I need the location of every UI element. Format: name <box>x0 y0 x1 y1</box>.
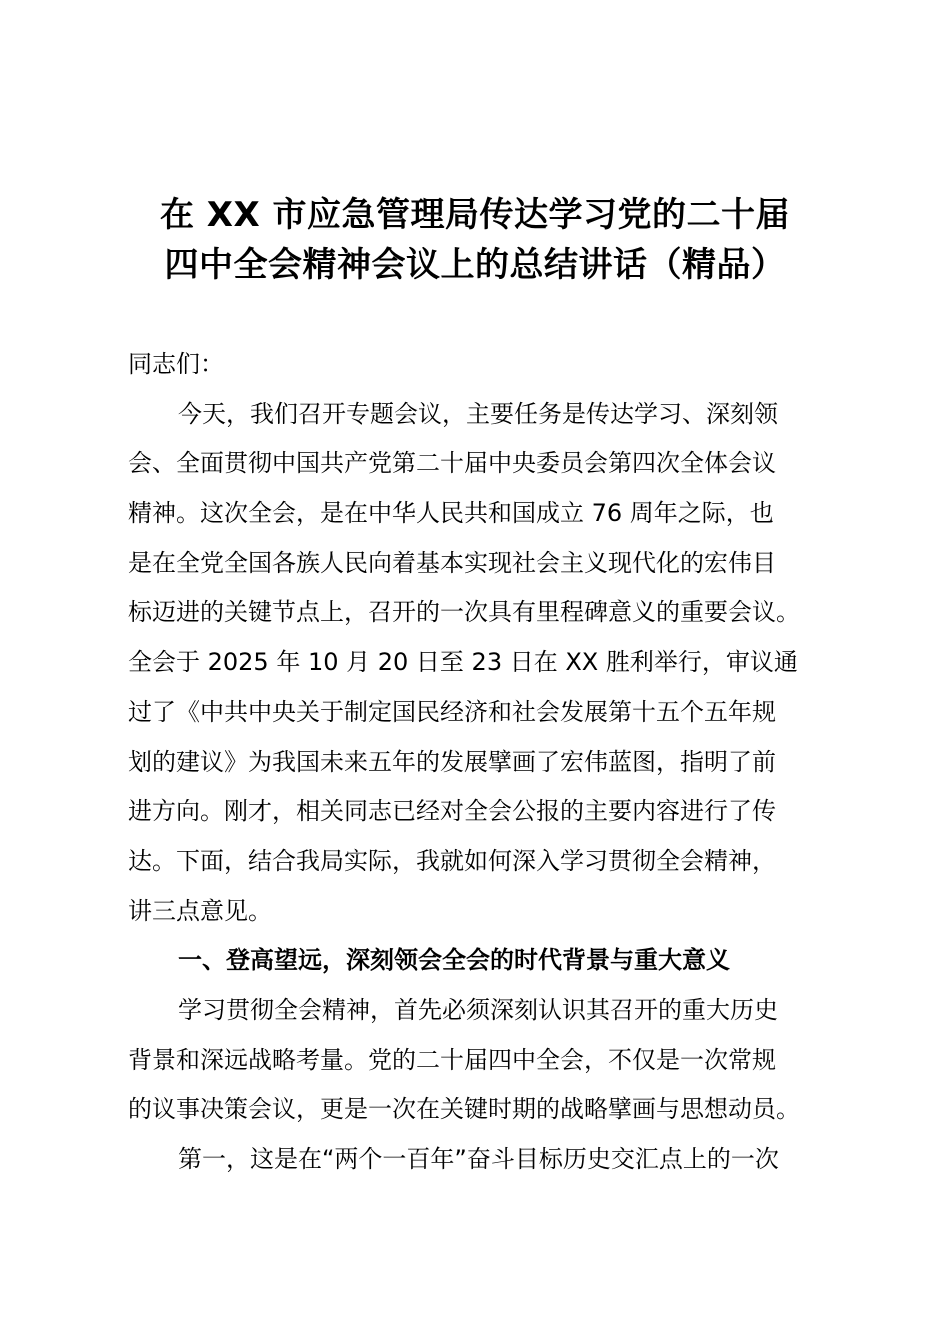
section-heading-text: 一、登高望远，深刻领会全会的时代背景与重大意义 <box>178 946 730 975</box>
title-line: 在 XX 市应急管理局传达学习党的二十届 <box>159 195 791 235</box>
paragraph-line: 进方向。刚才，相关同志已经对全会公报的主要内容进行了传 <box>128 797 776 826</box>
paragraph-line: 会、全面贯彻中国共产党第二十届中央委员会第四次全体会议 <box>128 449 776 478</box>
document-body <box>128 340 838 1185</box>
paragraph-line: 学习贯彻全会精神，首先必须深刻认识其召开的重大历史 <box>178 995 778 1024</box>
paragraph-line: 背景和深远战略考量。党的二十届四中全会，不仅是一次常规 <box>128 1045 776 1074</box>
paragraph-line: 精神。这次全会，是在中华人民共和国成立 76 周年之际，也 <box>128 499 774 528</box>
paragraph-line: 第一，这是在“两个一百年”奋斗目标历史交汇点上的一次 <box>178 1145 779 1173</box>
paragraph-first-point <box>128 1135 838 1185</box>
paragraph-line: 达。下面，结合我局实际，我就如何深入学习贯彻全会精神， <box>128 846 776 875</box>
document-title <box>120 190 830 290</box>
paragraph-line: 是在全党全国各族人民向着基本实现社会主义现代化的宏伟目 <box>128 548 776 577</box>
title-line: 四中全会精神会议上的总结讲话（精品） <box>164 245 786 285</box>
salutation <box>128 340 838 390</box>
paragraph-line: 的议事决策会议，更是一次在关键时期的战略擘画与思想动员。 <box>128 1095 800 1124</box>
paragraph-line: 全会于 2025 年 10 月 20 日至 23 日在 XX 胜利举行，审议通 <box>128 648 798 677</box>
paragraph-section1-intro <box>128 986 838 1135</box>
paragraph-line: 标迈进的关键节点上，召开的一次具有里程碑意义的重要会议。 <box>128 598 800 627</box>
section-heading-1 <box>128 936 838 986</box>
paragraph-line: 划的建议》为我国未来五年的发展擘画了宏伟蓝图，指明了前 <box>128 747 776 776</box>
paragraph-line: 今天，我们召开专题会议，主要任务是传达学习、深刻领 <box>178 399 778 428</box>
salutation-text: 同志们： <box>128 350 224 378</box>
paragraph-opening <box>128 390 838 937</box>
paragraph-line: 过了《中共中央关于制定国民经济和社会发展第十五个五年规 <box>128 697 776 726</box>
paragraph-line: 讲三点意见。 <box>128 896 272 925</box>
